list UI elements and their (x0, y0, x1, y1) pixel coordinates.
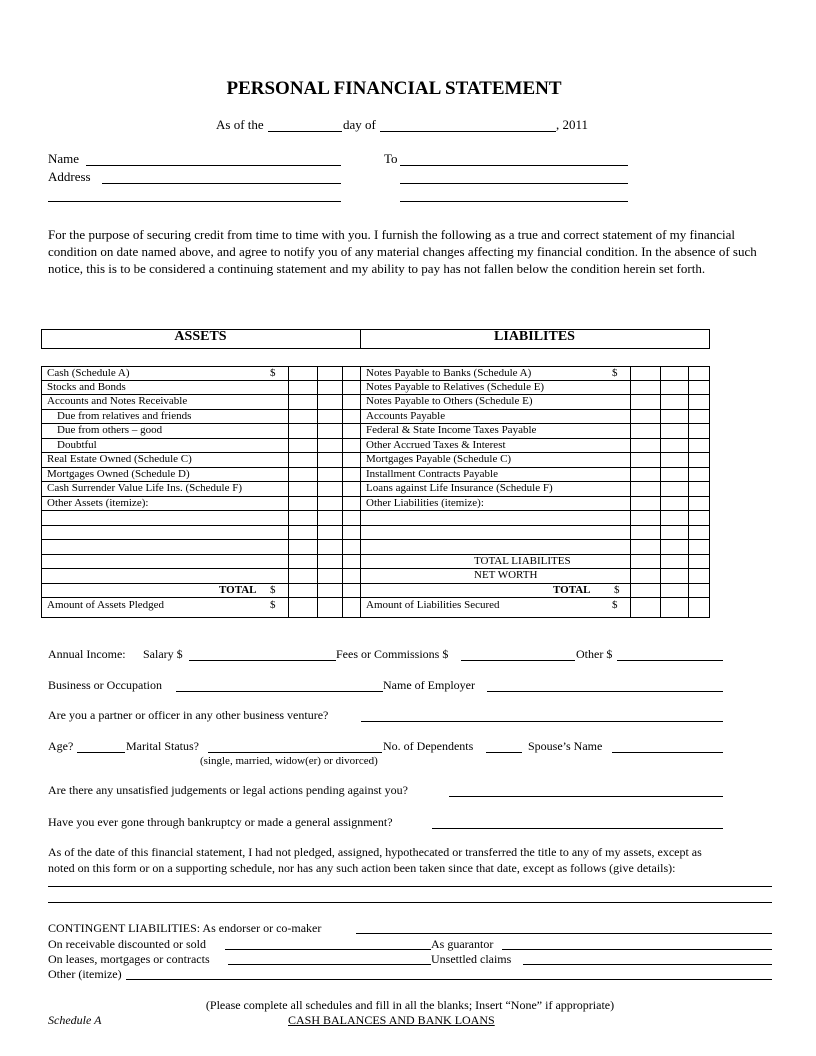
col-divider (660, 366, 661, 617)
asset-row-label: Accounts and Notes Receivable (47, 395, 188, 407)
salary-field[interactable] (189, 660, 336, 661)
asset-row-label: Doubtful (57, 439, 97, 451)
month-input[interactable] (380, 131, 556, 132)
dependents-field[interactable] (486, 752, 522, 753)
to-address-field-2[interactable] (400, 201, 628, 202)
row-line (41, 525, 709, 526)
net-worth-label: NET WORTH (474, 569, 538, 581)
marital-field[interactable] (208, 752, 382, 753)
partner-question: Are you a partner or officer in any other business venture? (48, 708, 329, 722)
other-itemize-field[interactable] (126, 979, 772, 980)
day-input[interactable] (268, 131, 342, 132)
date-year: , 2011 (556, 117, 589, 132)
leases-label: On leases, mortgages or contracts (48, 952, 210, 966)
endorser-field[interactable] (356, 933, 772, 934)
pledge-details-field-1[interactable] (48, 886, 772, 887)
liabilities-secured-dollar: $ (612, 599, 618, 611)
salary-label: Salary $ (143, 647, 183, 661)
asset-row-label: Due from others – good (57, 424, 163, 436)
guarantor-label: As guarantor (431, 937, 494, 951)
other-itemize-label: Other (itemize) (48, 967, 122, 981)
asset-row-label: Due from relatives and friends (57, 410, 192, 422)
row-line (41, 583, 709, 584)
asset-row-label: Stocks and Bonds (47, 381, 126, 393)
employer-field[interactable] (487, 691, 723, 692)
liability-row-label: Notes Payable to Relatives (Schedule E) (366, 381, 545, 393)
unsettled-field[interactable] (523, 964, 772, 965)
dependents-label: No. of Dependents (383, 739, 474, 753)
asset-row-label: Cash (Schedule A) (47, 367, 130, 379)
assets-pledged-label: Amount of Assets Pledged (47, 599, 165, 611)
partner-field[interactable] (361, 721, 723, 722)
banks-dollar: $ (612, 367, 618, 379)
assets-header: ASSETS (174, 329, 227, 344)
cash-dollar: $ (270, 367, 276, 379)
assets-total-label: TOTAL (219, 584, 257, 596)
to-field[interactable] (400, 165, 628, 166)
age-field[interactable] (77, 752, 125, 753)
col-divider (360, 366, 361, 617)
bankruptcy-question: Have you ever gone through bankruptcy or made a general assignment? (48, 815, 393, 829)
page-title: PERSONAL FINANCIAL STATEMENT (226, 78, 562, 99)
asset-row-label: Mortgages Owned (Schedule D) (47, 468, 190, 480)
unsettled-label: Unsettled claims (431, 952, 512, 966)
name-label: Name (48, 151, 80, 166)
row-line (41, 568, 709, 569)
liability-row-label: Loans against Life Insurance (Schedule F) (366, 482, 553, 494)
schedule-title: CASH BALANCES AND BANK LOANS (288, 1013, 495, 1027)
guarantor-field[interactable] (502, 949, 772, 950)
marital-hint: (single, married, widow(er) or divorced) (200, 755, 378, 767)
employer-label: Name of Employer (383, 678, 475, 692)
liability-row-label: Notes Payable to Others (Schedule E) (366, 395, 533, 407)
col-divider (288, 366, 289, 617)
contingent-header: CONTINGENT LIABILITIES: As endorser or co-maker (48, 921, 322, 935)
leases-field[interactable] (228, 964, 431, 965)
bankruptcy-field[interactable] (432, 828, 723, 829)
asset-row-label: Other Assets (itemize): (47, 497, 149, 509)
liability-row-label: Notes Payable to Banks (Schedule A) (366, 367, 532, 379)
fees-field[interactable] (461, 660, 575, 661)
pledge-details-field-2[interactable] (48, 902, 772, 903)
liability-row-label: Other Accrued Taxes & Interest (366, 439, 506, 451)
other-income-field[interactable] (617, 660, 723, 661)
row-line (41, 539, 709, 540)
date-mid: day of (343, 117, 376, 132)
marital-label: Marital Status? (126, 739, 199, 753)
liability-row-label: Federal & State Income Taxes Payable (366, 424, 537, 436)
fees-label: Fees or Commissions $ (336, 647, 449, 661)
liabilities-secured-label: Amount of Liabilities Secured (366, 599, 500, 611)
business-field[interactable] (176, 691, 383, 692)
col-divider (342, 366, 343, 617)
address-field-1[interactable] (102, 183, 341, 184)
asset-row-label: Real Estate Owned (Schedule C) (47, 453, 192, 465)
to-address-field-1[interactable] (400, 183, 628, 184)
date-prefix: As of the (216, 117, 264, 132)
address-label: Address (48, 169, 91, 184)
liability-row-label: Installment Contracts Payable (366, 468, 498, 480)
intro-paragraph: For the purpose of securing credit from time to time with you. I furnish the following as a true and correct statement of my financial condition on date named above, and agree to notify you of any material changes affecting my financial condition. In the absence of such notice, this is to be considered a continuing statement and my ability to pay has not fallen below the condition herein set forth. (48, 227, 757, 276)
schedule-label: Schedule A (48, 1013, 102, 1027)
address-field-2[interactable] (48, 201, 341, 202)
spouse-label: Spouse’s Name (528, 739, 603, 753)
assets-pledged-dollar: $ (270, 599, 276, 611)
name-field[interactable] (86, 165, 341, 166)
footer-note: (Please complete all schedules and fill in all the blanks; Insert “None” if appropriate) (205, 998, 615, 1012)
other-income-label: Other $ (576, 647, 613, 661)
liabilities-total-dollar: $ (614, 584, 620, 596)
col-divider (688, 366, 689, 617)
age-label: Age? (48, 739, 74, 753)
spouse-field[interactable] (612, 752, 723, 753)
assets-total-dollar: $ (270, 584, 276, 596)
row-line (41, 554, 709, 555)
liability-row-label: Mortgages Payable (Schedule C) (366, 453, 512, 465)
liabilities-total-label: TOTAL (553, 584, 591, 596)
annual-income-label: Annual Income: (48, 647, 126, 661)
total-liabilities-label: TOTAL LIABILITES (474, 555, 571, 567)
to-label: To (384, 151, 398, 166)
judgements-field[interactable] (449, 796, 723, 797)
row-line (41, 597, 709, 598)
liability-row-label: Accounts Payable (366, 410, 446, 422)
row-line (41, 510, 709, 511)
business-label: Business or Occupation (48, 678, 162, 692)
asset-row-label: Cash Surrender Value Life Ins. (Schedule F) (47, 482, 242, 494)
receivable-label: On receivable discounted or sold (48, 937, 206, 951)
pledge-paragraph-line-2: noted on this form or on a supporting schedule, nor has any such action been taken since that date, except as follows (give details): (48, 861, 676, 875)
col-divider (317, 366, 318, 617)
receivable-field[interactable] (225, 949, 431, 950)
col-divider (630, 366, 631, 617)
judgements-question: Are there any unsatisfied judgements or legal actions pending against you? (48, 783, 408, 797)
pledge-paragraph-line-1: As of the date of this financial statement, I had not pledged, assigned, hypothecated or transferred the title to any of my assets, except as (48, 845, 702, 859)
liabilities-header: LIABILITES (494, 329, 575, 344)
liability-row-label: Other Liabilities (itemize): (366, 497, 484, 509)
